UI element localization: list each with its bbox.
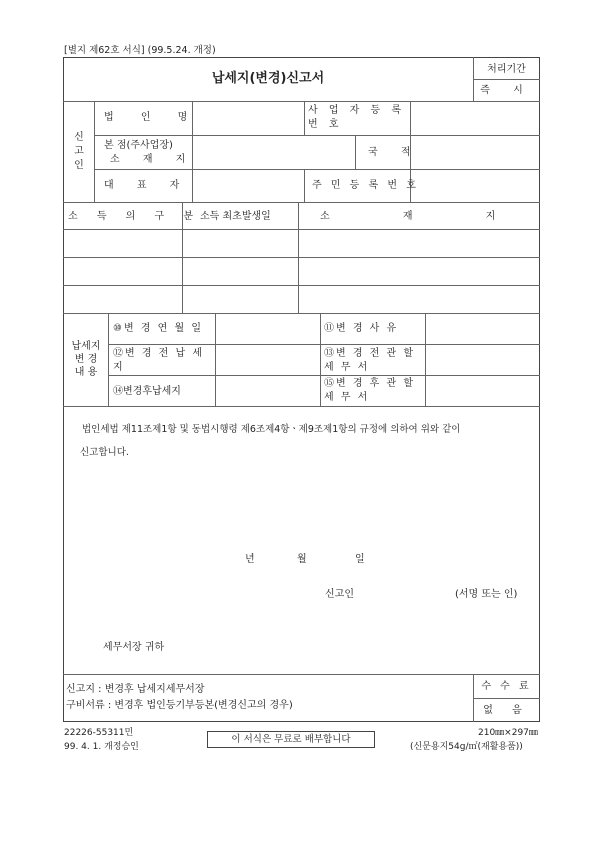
divider [215,313,216,406]
divider [63,285,540,286]
addressee: 세무서장 귀하 [103,642,165,653]
applicant-section-label: 신 고 인 [74,132,84,171]
form-number: [별지 제62호 서식] (99.5.24. 개정) [64,45,216,56]
divider [63,674,540,675]
divider [94,169,540,170]
income-first-date-header: 소득 최초발생일 [200,211,271,222]
head-office-label-2: 소 재 지 [110,154,196,165]
before-office-label: ⑬변 경 전 관 할 세 무 서 [324,348,416,373]
date-year-label: 년 [245,554,255,565]
divider [94,135,540,136]
change-reason-label: ⑪변 경 사 유 [324,323,399,334]
divider [304,169,305,202]
divider [320,313,321,406]
declaration-statement-1: 법인세법 제11조제1항 및 동법시행령 제6조제4항ㆍ제9조제1항의 규정에 의하여 위와 같이 [82,424,461,435]
signer-label: 신고인 [325,589,354,600]
income-location-header: 소 재 지 [320,211,496,222]
income-type-header: 소 득 의 구 분 [68,211,202,222]
divider [94,101,95,202]
divider [473,698,540,699]
paper-type: (신문용지54g/㎡(재활용품)) [410,742,523,752]
divider [63,229,540,230]
processing-period-value: 즉 시 [480,85,533,96]
before-taxplace-label: ⑫변 경 전 납 세 지 [113,348,205,373]
divider [410,101,411,135]
fee-label: 수 수 료 [481,681,532,692]
fee-value: 없 음 [483,705,530,716]
form-code: 22226-55311민 [64,728,134,738]
divider [108,375,540,376]
head-office-label-1: 본 점(주사업장) [104,140,173,151]
divider [63,313,540,314]
divider [425,313,426,406]
submit-to: 신고지 : 변경후 납세지세무서장 [66,684,205,695]
divider [473,79,540,80]
date-day-label: 일 [355,554,365,565]
required-documents: 구비서류 : 변경후 법인등기부등본(변경신고의 경우) [66,700,293,711]
declaration-statement-2: 신고합니다. [80,447,129,458]
approval-note: 99. 4. 1. 개정승인 [64,742,139,752]
divider [108,344,540,345]
divider [63,257,540,258]
form-title: 납세지(변경)신고서 [211,71,325,86]
signature-note: (서명 또는 인) [455,589,518,600]
date-month-label: 월 [297,554,307,565]
after-office-label: ⑮변 경 후 관 할 세 무 서 [324,378,416,403]
after-taxplace-label: ⑭변경후납세지 [113,386,181,397]
change-details-section-label: 납세지 변 경 내 용 [71,341,101,378]
free-notice: 이 서식은 무료로 배부합니다 [231,734,351,745]
divider [355,135,356,169]
representative-label: 대 표 자 [104,180,190,191]
divider [108,313,109,406]
business-reg-no-label: 사 업 자 등 록 번 호 [308,105,406,130]
corp-name-label: 법 인 명 [104,112,200,123]
divider [63,101,540,102]
divider [304,101,305,135]
divider [298,202,299,313]
paper-size: 210㎜×297㎜ [478,728,538,738]
divider [63,406,540,407]
resident-reg-no-label: 주 민 등 록 번 호 [312,180,419,191]
free-notice-box [207,731,375,748]
change-date-label: ⑩변 경 연 월 일 [113,323,203,334]
processing-period-label: 처리기간 [487,64,526,75]
divider [63,202,540,203]
nationality-label: 국 적 [368,147,421,158]
